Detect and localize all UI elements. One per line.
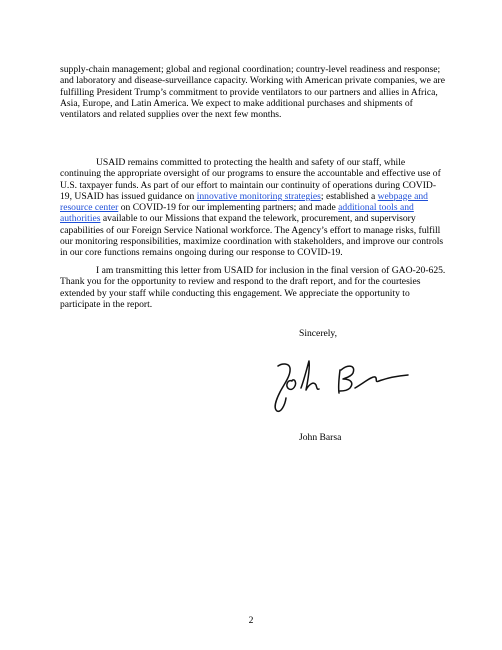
- paragraph-supply-chain: supply-chain management; global and regional coordination; country-level readiness and response; and laboratory and disease-surveillance capacity. Working with American private companies, we are fulfilling President Trump’s commitment to provide ventilators to our partners and allies in Africa, Asia, Europe, and Latin America. We expect to make additional purchases and shipments of ventilators and related supplies over the next few months.: [60, 64, 445, 121]
- webpage-resource-center-link[interactable]: webpage and resource center: [60, 190, 428, 214]
- signer-name: John Barsa: [299, 432, 342, 443]
- additional-tools-authorities-link[interactable]: additional tools and authorities: [60, 202, 414, 225]
- paragraph-oversight: [60, 157, 446, 259]
- paragraph-oversight-text-1: USAID remains committed to protecting the health and safety of our staff, while continuing the appropriate oversight of our programs to ensure the accountable and effective use of U.S. taxpayer funds. As part of our effort to maintain our continuity of operations during COVID-19, USAID has issued guidance on: [60, 157, 441, 202]
- paragraph-oversight-text-4: available to our Missions that expand the telework, procurement, and supervisory capabilities of our Foreign Service National workforce. The Agency’s effort to manage risks, fulfill our monitoring responsibilities, maximize coordination with stakeholders, and improve our controls in our core functions remains ongoing during our response to COVID-19.: [60, 213, 444, 259]
- paragraph-transmittal: I am transmitting this letter from USAID for inclusion in the final version of GAO-20-625. Thank you for the opportunity to review and respond to the draft report, and for the courtesies extended by your staff while conducting this engagement. We appreciate the opportunity to participate in the report.: [60, 265, 446, 310]
- closing-salutation: Sincerely,: [299, 328, 338, 339]
- innovative-monitoring-strategies-link[interactable]: innovative monitoring strategies: [196, 190, 321, 202]
- paragraph-oversight-text-3: on COVID-19 for our implementing partners; and made: [118, 202, 339, 214]
- page-number: 2: [248, 615, 254, 626]
- handwritten-signature: [262, 350, 412, 420]
- paragraph-oversight-text-2: ; established a: [320, 190, 378, 202]
